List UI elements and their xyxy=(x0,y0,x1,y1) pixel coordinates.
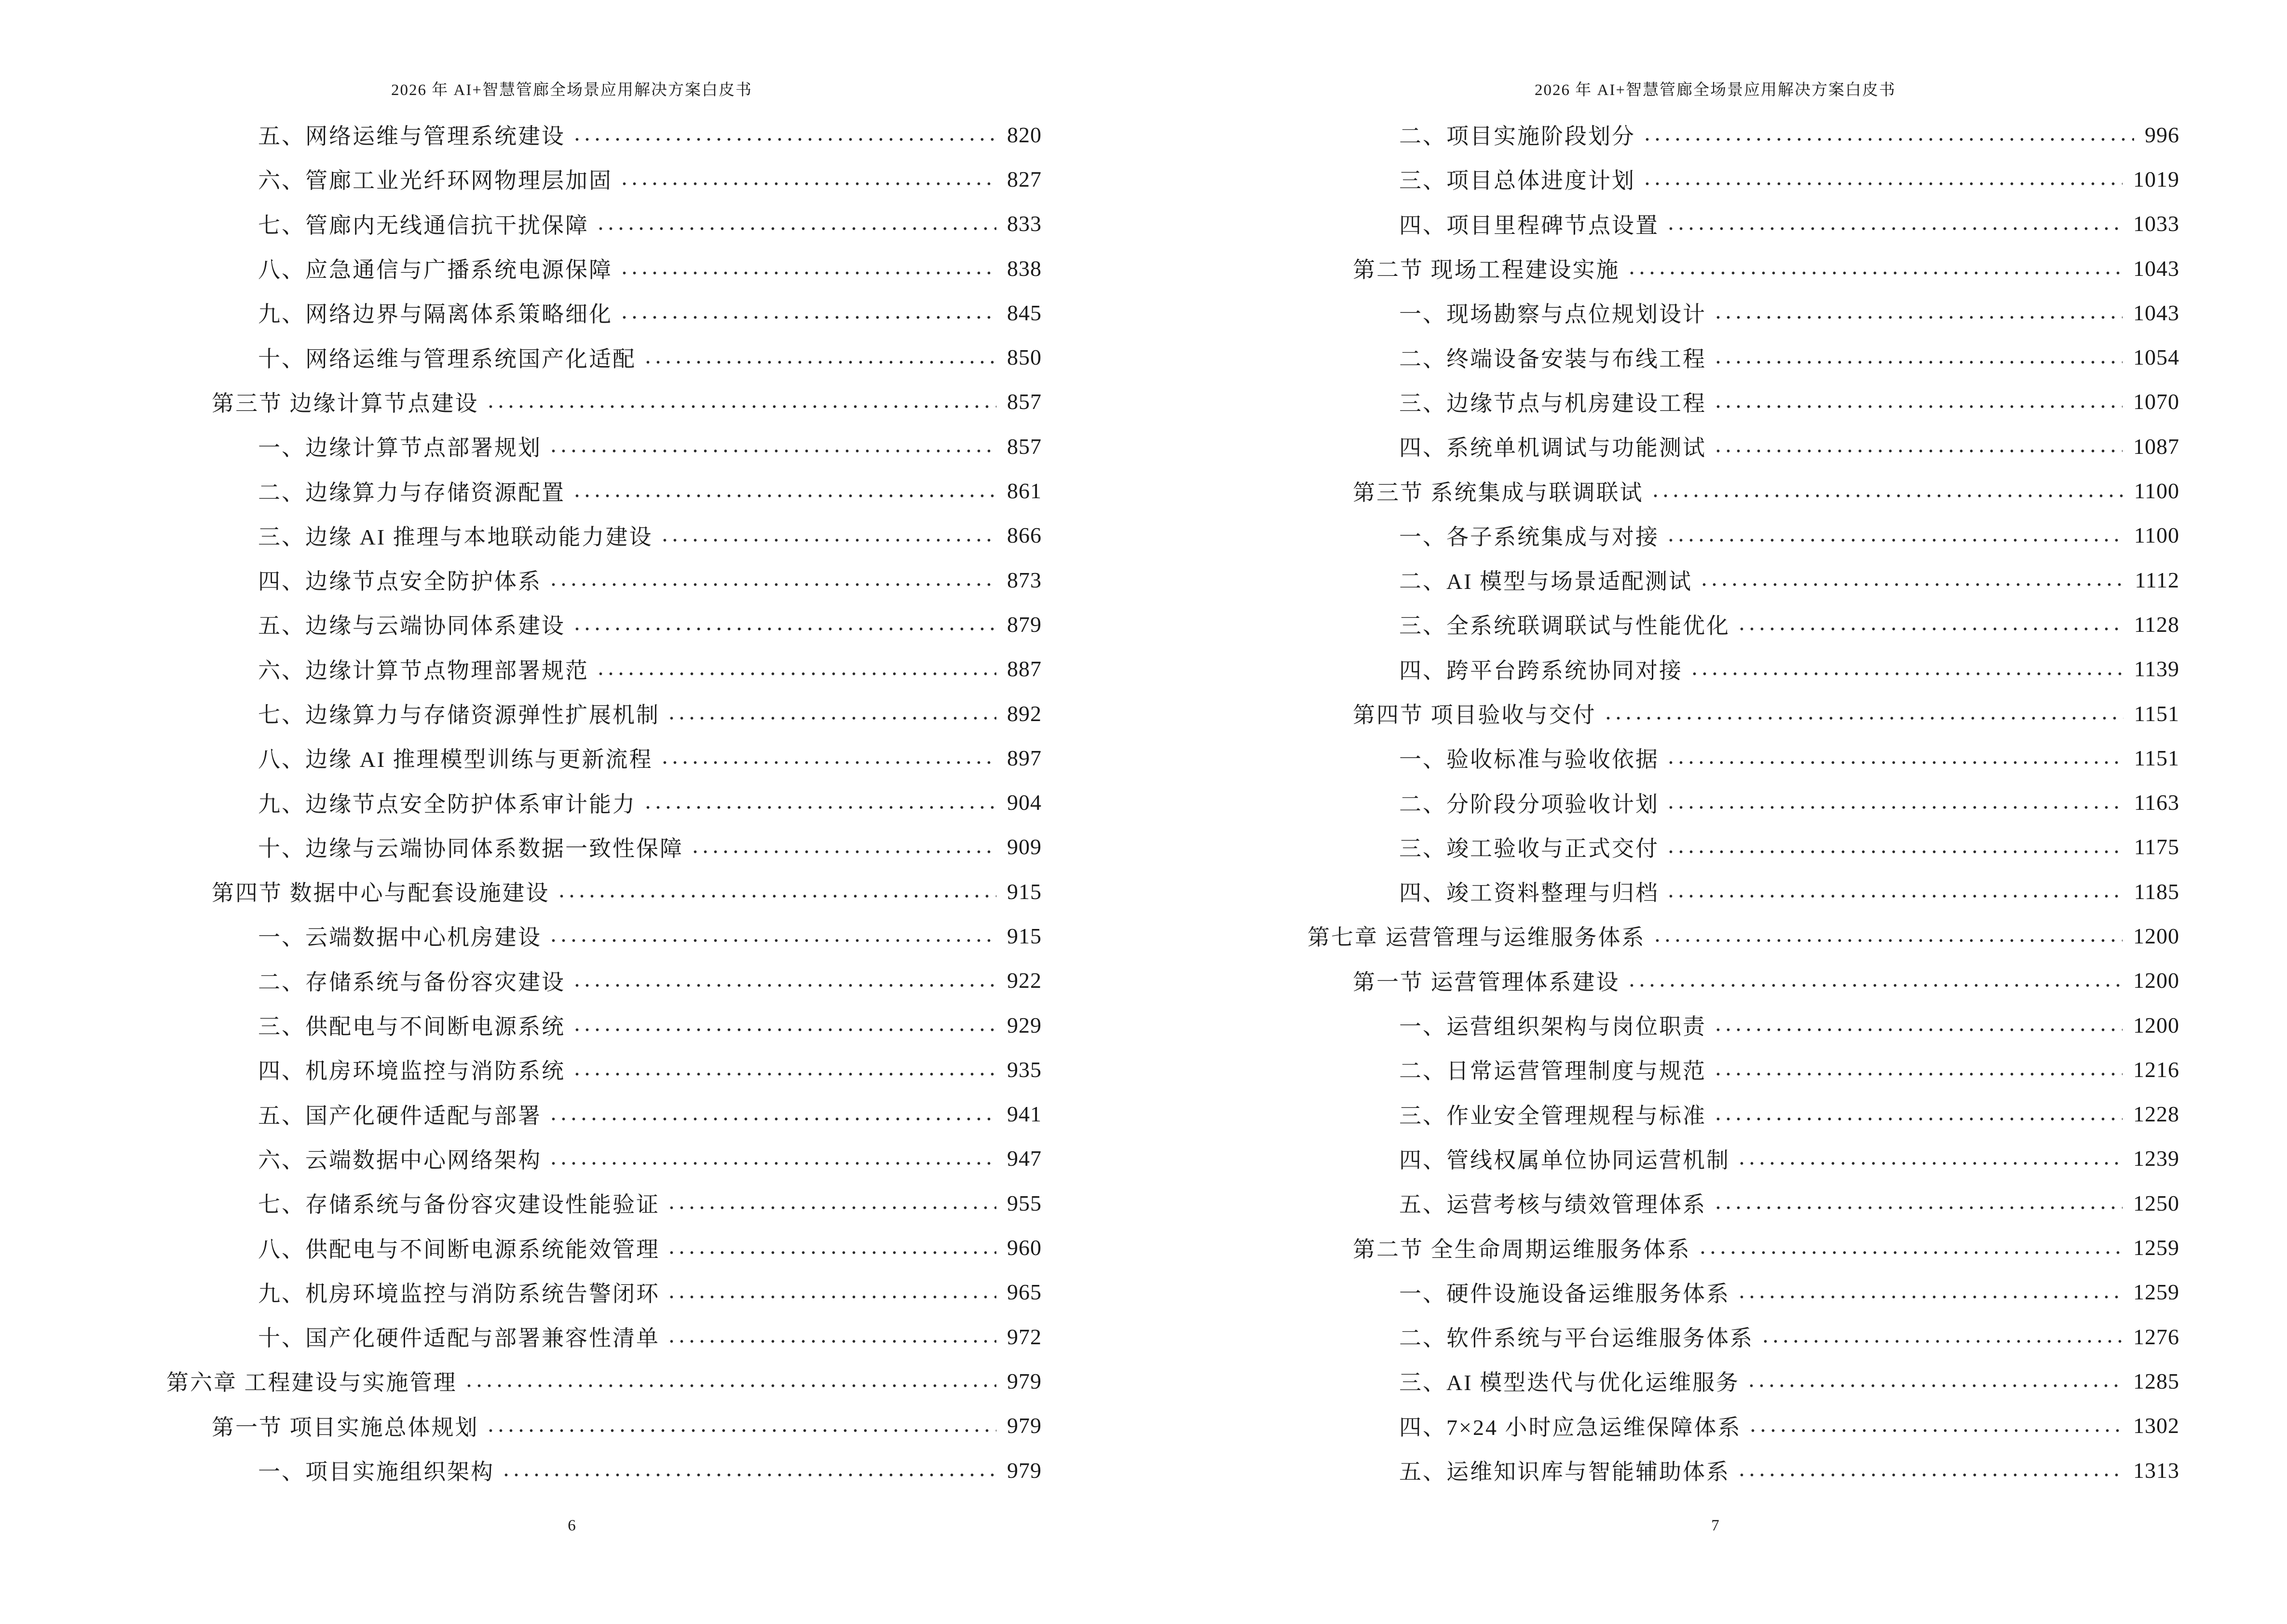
toc-entry-item[interactable] xyxy=(166,335,1042,379)
toc-entry-item[interactable] xyxy=(166,1225,1042,1269)
toc-entry-title: 三、竣工验收与正式交付 xyxy=(1399,836,1659,861)
dot-leader xyxy=(1642,137,2134,141)
toc-entry-page-number: 1043 xyxy=(2133,256,2179,281)
dot-leader xyxy=(1689,672,2124,676)
toc-entry-title: 二、边缘算力与存储资源配置 xyxy=(258,480,565,505)
toc-entry-item[interactable] xyxy=(166,647,1042,691)
dot-leader xyxy=(548,939,996,942)
toc-entry-page-number: 955 xyxy=(1007,1190,1042,1215)
toc-entry-item[interactable] xyxy=(1307,1003,2179,1047)
dot-leader xyxy=(486,405,997,409)
toc-entry-title: 一、现场勘察与点位规划设计 xyxy=(1399,302,1706,327)
toc-entry-page-number: 887 xyxy=(1007,656,1042,682)
toc-entry-page-number: 1200 xyxy=(2133,923,2179,948)
toc-entry-item[interactable] xyxy=(1307,380,2179,424)
toc-entry-page-number: 1285 xyxy=(2133,1368,2179,1393)
toc-entry-item[interactable] xyxy=(1307,825,2179,869)
toc-entry-page-number: 947 xyxy=(1007,1146,1042,1171)
toc-entry-page-number: 922 xyxy=(1007,968,1042,993)
toc-entry-item[interactable] xyxy=(1307,1136,2179,1181)
toc-entry-title: 二、日常运营管理制度与规范 xyxy=(1399,1059,1706,1084)
toc-entry-item[interactable] xyxy=(166,1003,1042,1047)
toc-entry-page-number: 897 xyxy=(1007,745,1042,770)
toc-entry-item[interactable] xyxy=(166,1181,1042,1225)
toc-entry-title: 四、管线权属单位协同运营机制 xyxy=(1399,1147,1730,1173)
toc-entry-title: 六、云端数据中心网络架构 xyxy=(258,1147,542,1173)
toc-entry-item[interactable] xyxy=(1307,157,2179,201)
toc-entry-item[interactable] xyxy=(1307,602,2179,646)
toc-entry-page-number: 915 xyxy=(1007,879,1042,904)
dot-leader xyxy=(619,315,996,319)
toc-entry-chapter[interactable] xyxy=(166,1359,1042,1403)
dot-leader xyxy=(667,1206,996,1210)
toc-entry-title: 七、存储系统与备份容灾建设性能验证 xyxy=(258,1192,660,1217)
toc-entry-section[interactable] xyxy=(166,380,1042,424)
toc-entry-item[interactable] xyxy=(1307,335,2179,379)
toc-entry-page-number: 1259 xyxy=(2133,1280,2179,1305)
toc-entry-item[interactable] xyxy=(1307,780,2179,824)
toc-entry-section[interactable] xyxy=(166,869,1042,914)
toc-entry-item[interactable] xyxy=(166,1092,1042,1136)
dot-leader xyxy=(1666,805,2124,809)
toc-entry-title: 三、AI 模型迭代与优化运维服务 xyxy=(1399,1370,1740,1395)
toc-entry-title: 四、边缘节点安全防护体系 xyxy=(258,569,542,594)
dot-leader xyxy=(1666,761,2124,764)
dot-leader xyxy=(464,1384,997,1388)
dot-leader xyxy=(572,137,996,141)
toc-entry-title: 五、运维知识库与智能辅助体系 xyxy=(1399,1460,1730,1485)
dot-leader xyxy=(548,583,996,587)
toc-entry-section[interactable] xyxy=(1307,958,2179,1003)
dot-leader xyxy=(548,1161,996,1165)
dot-leader xyxy=(572,627,996,631)
toc-entry-title: 三、项目总体进度计划 xyxy=(1399,168,1635,193)
page-header: 2026 年 AI+智慧管廊全场景应用解决方案白皮书 xyxy=(391,82,752,99)
toc-entry-title: 一、项目实施组织架构 xyxy=(258,1460,494,1485)
toc-entry-page-number: 979 xyxy=(1007,1458,1042,1483)
toc-entry-item[interactable] xyxy=(1307,1092,2179,1136)
dot-leader xyxy=(667,716,996,720)
toc-entry-title: 五、网络运维与管理系统建设 xyxy=(258,124,565,149)
dot-leader xyxy=(486,1429,997,1433)
toc-entry-title: 九、机房环境监控与消防系统告警闭环 xyxy=(258,1281,660,1306)
dot-leader xyxy=(1666,850,2124,854)
dot-leader xyxy=(1713,315,2123,319)
toc-entry-title: 三、供配电与不间断电源系统 xyxy=(258,1014,565,1039)
toc-entry-page-number: 1175 xyxy=(2134,834,2179,860)
toc-entry-page-number: 1019 xyxy=(2133,166,2179,191)
dot-leader xyxy=(1713,1117,2123,1121)
toc-entry-item[interactable] xyxy=(1307,1404,2179,1448)
toc-entry-item[interactable] xyxy=(166,558,1042,602)
toc-entry-page-number: 833 xyxy=(1007,211,1042,236)
toc-entry-title: 二、终端设备安装与布线工程 xyxy=(1399,346,1706,371)
page-number: 7 xyxy=(1711,1517,1719,1534)
toc-entry-item[interactable] xyxy=(1307,1181,2179,1225)
dot-leader xyxy=(660,761,996,764)
toc-entry-item[interactable] xyxy=(1307,290,2179,335)
toc-entry-item[interactable] xyxy=(166,157,1042,201)
dot-leader xyxy=(1713,360,2123,364)
toc-entry-item[interactable] xyxy=(166,468,1042,513)
toc-entry-title: 三、作业安全管理规程与标准 xyxy=(1399,1103,1706,1128)
toc-entry-page-number: 904 xyxy=(1007,790,1042,815)
toc-entry-section[interactable] xyxy=(166,1404,1042,1448)
toc-entry-title: 六、边缘计算节点物理部署规范 xyxy=(258,658,589,683)
toc-entry-section[interactable] xyxy=(1307,468,2179,513)
dot-leader xyxy=(1666,227,2123,231)
toc-entry-section[interactable] xyxy=(1307,691,2179,736)
toc-entry-page-number: 1200 xyxy=(2133,968,2179,993)
page-number: 6 xyxy=(568,1517,576,1534)
toc-entry-page-number: 1033 xyxy=(2133,211,2179,236)
toc-entry-title: 第七章 运营管理与运维服务体系 xyxy=(1307,925,1646,950)
dot-leader xyxy=(619,182,996,186)
toc-entry-page-number: 1259 xyxy=(2133,1235,2179,1260)
dot-leader xyxy=(1642,182,2123,186)
toc-entry-page-number: 873 xyxy=(1007,567,1042,592)
toc-entry-page-number: 1070 xyxy=(2133,389,2179,414)
dot-leader xyxy=(667,1339,996,1343)
dot-leader xyxy=(1627,983,2123,987)
dot-leader xyxy=(572,1028,996,1032)
toc-entry-page-number: 915 xyxy=(1007,923,1042,948)
toc-entry-page-number: 1250 xyxy=(2133,1190,2179,1215)
dot-leader xyxy=(1666,538,2124,542)
toc-entry-chapter[interactable] xyxy=(1307,914,2179,958)
dot-leader xyxy=(667,1251,996,1255)
toc-entry-item[interactable] xyxy=(1307,869,2179,914)
toc-entry-item[interactable] xyxy=(1307,1359,2179,1403)
toc-entry-item[interactable] xyxy=(166,112,1042,157)
toc-entry-title: 二、AI 模型与场景适配测试 xyxy=(1399,569,1693,594)
toc-entry-title: 七、边缘算力与存储资源弹性扩展机制 xyxy=(258,703,660,727)
toc-entry-page-number: 892 xyxy=(1007,701,1042,726)
dot-leader xyxy=(1698,1251,2123,1255)
dot-leader xyxy=(596,227,996,231)
toc-list xyxy=(1307,112,2179,1492)
toc-entry-page-number: 1151 xyxy=(2134,701,2179,726)
toc-entry-page-number: 1100 xyxy=(2134,523,2179,548)
dot-leader xyxy=(1713,449,2123,453)
dot-leader xyxy=(1699,583,2124,587)
toc-entry-title: 二、软件系统与平台运维服务体系 xyxy=(1399,1326,1754,1351)
toc-entry-page-number: 935 xyxy=(1007,1057,1042,1082)
toc-entry-item[interactable] xyxy=(166,825,1042,869)
toc-entry-title: 五、国产化硬件适配与部署 xyxy=(258,1103,542,1128)
toc-entry-item[interactable] xyxy=(166,602,1042,646)
toc-entry-item[interactable] xyxy=(1307,424,2179,468)
toc-entry-item[interactable] xyxy=(166,513,1042,558)
toc-entry-page-number: 1276 xyxy=(2133,1324,2179,1349)
toc-entry-title: 第四节 项目验收与交付 xyxy=(1353,703,1596,727)
toc-entry-title: 二、存储系统与备份容灾建设 xyxy=(258,969,565,995)
dot-leader xyxy=(1603,716,2124,720)
toc-entry-page-number: 879 xyxy=(1007,612,1042,637)
toc-entry-title: 八、边缘 AI 推理模型训练与更新流程 xyxy=(258,747,653,772)
toc-entry-title: 四、机房环境监控与消防系统 xyxy=(258,1059,565,1084)
dot-leader xyxy=(1737,1295,2123,1299)
toc-entry-page-number: 857 xyxy=(1007,389,1042,414)
dot-leader xyxy=(572,983,996,987)
toc-entry-title: 三、边缘 AI 推理与本地联动能力建设 xyxy=(258,524,653,549)
toc-entry-page-number: 1054 xyxy=(2133,345,2179,370)
toc-entry-page-number: 1185 xyxy=(2134,879,2179,904)
dot-leader xyxy=(548,449,996,453)
toc-entry-item[interactable] xyxy=(166,958,1042,1003)
toc-entry-item[interactable] xyxy=(166,1047,1042,1092)
toc-entry-title: 一、各子系统集成与对接 xyxy=(1399,524,1659,549)
toc-entry-title: 八、应急通信与广播系统电源保障 xyxy=(258,258,613,283)
toc-entry-page-number: 850 xyxy=(1007,345,1042,370)
dot-leader xyxy=(1627,271,2123,275)
page-header: 2026 年 AI+智慧管廊全场景应用解决方案白皮书 xyxy=(1535,82,1896,99)
toc-entry-page-number: 909 xyxy=(1007,834,1042,860)
dot-leader xyxy=(1650,494,2124,498)
toc-entry-page-number: 1200 xyxy=(2133,1012,2179,1037)
toc-entry-page-number: 929 xyxy=(1007,1012,1042,1037)
toc-entry-item[interactable] xyxy=(1307,736,2179,780)
toc-entry-title: 二、项目实施阶段划分 xyxy=(1399,124,1635,149)
toc-entry-title: 一、硬件设施设备运维服务体系 xyxy=(1399,1281,1730,1306)
toc-entry-page-number: 979 xyxy=(1007,1368,1042,1393)
toc-entry-title: 第四节 数据中心与配套设施建设 xyxy=(212,881,550,906)
toc-entry-page-number: 1128 xyxy=(2134,612,2179,637)
toc-entry-title: 第一节 项目实施总体规划 xyxy=(212,1415,479,1440)
toc-entry-page-number: 1302 xyxy=(2133,1413,2179,1438)
toc-entry-item[interactable] xyxy=(1307,647,2179,691)
toc-entry-title: 五、运营考核与绩效管理体系 xyxy=(1399,1192,1706,1217)
toc-entry-page-number: 996 xyxy=(2145,122,2179,147)
dot-leader xyxy=(619,271,996,275)
dot-leader xyxy=(643,360,996,364)
toc-entry-page-number: 972 xyxy=(1007,1324,1042,1349)
toc-entry-title: 八、供配电与不间断电源系统能效管理 xyxy=(258,1237,660,1262)
toc-entry-item[interactable] xyxy=(166,1314,1042,1359)
dot-leader xyxy=(557,894,997,898)
dot-leader xyxy=(572,494,996,498)
dot-leader xyxy=(1760,1339,2123,1343)
toc-entry-item[interactable] xyxy=(1307,1448,2179,1492)
toc-entry-title: 十、网络运维与管理系统国产化适配 xyxy=(258,346,636,371)
toc-entry-title: 五、边缘与云端协同体系建设 xyxy=(258,614,565,639)
dot-leader xyxy=(501,1473,996,1477)
toc-entry-title: 十、国产化硬件适配与部署兼容性清单 xyxy=(258,1326,660,1351)
dot-leader xyxy=(1737,1473,2123,1477)
dot-leader xyxy=(643,805,996,809)
toc-entry-page-number: 1087 xyxy=(2133,434,2179,459)
toc-entry-page-number: 866 xyxy=(1007,523,1042,548)
toc-entry-title: 九、网络边界与隔离体系策略细化 xyxy=(258,302,613,327)
toc-entry-title: 第一节 运营管理体系建设 xyxy=(1353,969,1620,995)
toc-entry-page-number: 827 xyxy=(1007,166,1042,191)
toc-entry-title: 第二节 现场工程建设实施 xyxy=(1353,258,1620,283)
toc-entry-item[interactable] xyxy=(166,1136,1042,1181)
dot-leader xyxy=(1748,1429,2123,1433)
toc-entry-item[interactable] xyxy=(166,736,1042,780)
dot-leader xyxy=(667,1295,996,1299)
toc-entry-page-number: 857 xyxy=(1007,434,1042,459)
toc-entry-title: 十、边缘与云端协同体系数据一致性保障 xyxy=(258,836,683,861)
toc-entry-title: 六、管廊工业光纤环网物理层加固 xyxy=(258,168,613,193)
toc-entry-page-number: 1139 xyxy=(2134,656,2179,682)
toc-entry-section[interactable] xyxy=(1307,1225,2179,1269)
dot-leader xyxy=(690,850,996,854)
dot-leader xyxy=(1652,939,2123,942)
dot-leader xyxy=(1746,1384,2123,1388)
toc-list xyxy=(166,112,1042,1492)
toc-entry-item[interactable] xyxy=(1307,112,2179,157)
toc-entry-title: 四、竣工资料整理与归档 xyxy=(1399,881,1659,906)
toc-entry-page-number: 1100 xyxy=(2134,478,2179,504)
toc-entry-title: 第二节 全生命周期运维服务体系 xyxy=(1353,1237,1691,1262)
toc-entry-page-number: 861 xyxy=(1007,478,1042,504)
toc-entry-page-number: 1043 xyxy=(2133,300,2179,325)
toc-entry-item[interactable] xyxy=(166,1448,1042,1492)
toc-entry-item[interactable] xyxy=(166,914,1042,958)
toc-entry-page-number: 941 xyxy=(1007,1102,1042,1127)
toc-entry-page-number: 1151 xyxy=(2134,745,2179,770)
dot-leader xyxy=(1713,1028,2123,1032)
toc-entry-item[interactable] xyxy=(166,424,1042,468)
toc-entry-page-number: 838 xyxy=(1007,256,1042,281)
toc-entry-item[interactable] xyxy=(166,780,1042,824)
toc-entry-item[interactable] xyxy=(1307,202,2179,246)
toc-entry-page-number: 1163 xyxy=(2134,790,2179,815)
dot-leader xyxy=(1713,1206,2123,1210)
toc-entry-title: 七、管廊内无线通信抗干扰保障 xyxy=(258,213,589,238)
toc-entry-title: 九、边缘节点安全防护体系审计能力 xyxy=(258,792,636,817)
toc-entry-page-number: 960 xyxy=(1007,1235,1042,1260)
dot-leader xyxy=(548,1117,996,1121)
toc-entry-title: 三、边缘节点与机房建设工程 xyxy=(1399,391,1706,416)
toc-entry-title: 四、项目里程碑节点设置 xyxy=(1399,213,1659,238)
toc-entry-title: 四、系统单机调试与功能测试 xyxy=(1399,436,1706,461)
toc-entry-title: 第六章 工程建设与实施管理 xyxy=(166,1370,457,1395)
dot-leader xyxy=(1666,894,2124,898)
toc-entry-item[interactable] xyxy=(1307,1047,2179,1092)
toc-entry-page-number: 979 xyxy=(1007,1413,1042,1438)
toc-entry-title: 第三节 边缘计算节点建设 xyxy=(212,391,479,416)
toc-entry-item[interactable] xyxy=(1307,558,2179,602)
toc-entry-title: 二、分阶段分项验收计划 xyxy=(1399,792,1659,817)
toc-entry-item[interactable] xyxy=(166,1270,1042,1314)
toc-entry-item[interactable] xyxy=(166,246,1042,290)
toc-entry-title: 一、边缘计算节点部署规划 xyxy=(258,436,542,461)
dot-leader xyxy=(1737,1161,2123,1165)
dot-leader xyxy=(1737,627,2124,631)
toc-entry-page-number: 1112 xyxy=(2135,567,2179,592)
toc-entry-page-number: 1313 xyxy=(2133,1458,2179,1483)
dot-leader xyxy=(596,672,996,676)
toc-page-right xyxy=(1144,0,2287,1624)
toc-entry-item[interactable] xyxy=(166,691,1042,736)
toc-entry-page-number: 965 xyxy=(1007,1280,1042,1305)
toc-entry-title: 一、云端数据中心机房建设 xyxy=(258,925,542,950)
toc-entry-item[interactable] xyxy=(1307,513,2179,558)
toc-entry-item[interactable] xyxy=(1307,1314,2179,1359)
toc-entry-page-number: 845 xyxy=(1007,300,1042,325)
dot-leader xyxy=(1713,405,2123,409)
dot-leader xyxy=(660,538,996,542)
toc-entry-item[interactable] xyxy=(1307,1270,2179,1314)
dot-leader xyxy=(1713,1072,2123,1076)
toc-entry-page-number: 1228 xyxy=(2133,1102,2179,1127)
toc-entry-item[interactable] xyxy=(166,290,1042,335)
toc-entry-page-number: 1239 xyxy=(2133,1146,2179,1171)
toc-entry-title: 四、7×24 小时应急运维保障体系 xyxy=(1399,1415,1742,1440)
toc-entry-title: 四、跨平台跨系统协同对接 xyxy=(1399,658,1683,683)
toc-entry-title: 第三节 系统集成与联调联试 xyxy=(1353,480,1644,505)
toc-entry-section[interactable] xyxy=(1307,246,2179,290)
toc-entry-title: 一、验收标准与验收依据 xyxy=(1399,747,1659,772)
toc-entry-title: 一、运营组织架构与岗位职责 xyxy=(1399,1014,1706,1039)
dot-leader xyxy=(572,1072,996,1076)
toc-entry-page-number: 1216 xyxy=(2133,1057,2179,1082)
toc-entry-title: 三、全系统联调联试与性能优化 xyxy=(1399,614,1730,639)
toc-entry-page-number: 820 xyxy=(1007,122,1042,147)
toc-entry-item[interactable] xyxy=(166,202,1042,246)
